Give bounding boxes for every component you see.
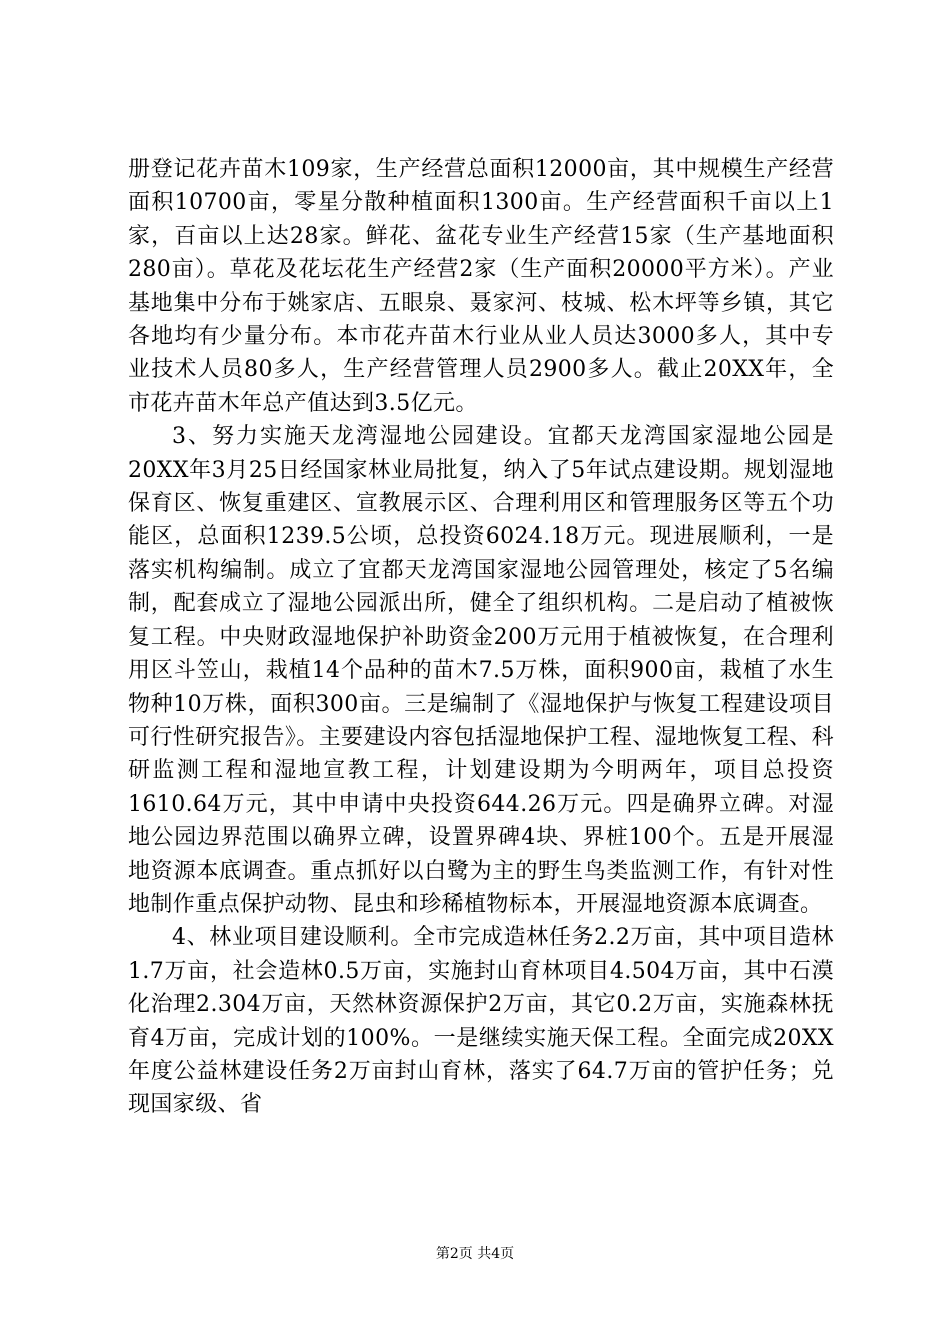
paragraph-wetland-park: 3、努力实施天龙湾湿地公园建设。宜都天龙湾国家湿地公园是20XX年3月25日经国家林业局批复，纳入了5年试点建设期。规划湿地保育区、恢复重建区、宣教展示区、合理利用区和管理服务区等五个功能区，总面积1239.5公顷，总投资6024.18万元。现进展顺利，一是落实机构编制。成立了宜都天龙湾国家湿地公园管理处，核定了5名编制，配套成立了湿地公园派出所，健全了组织机构。二是启动了植被恢复工程。中央财政湿地保护补助资金200万元用于植被恢复，在合理利用区斗笠山，栽植14个品种的苗木7.5万株，面积900亩，栽植了水生物种10万株，面积300亩。三是编制了《湿地保护与恢复工程建设项目可行性研究报告》。主要建设内容包括湿地保护工程、湿地恢复工程、科研监测工程和湿地宣教工程，计划建设期为今明两年，项目总投资1610.64万元，其中申请中央投资644.26万元。四是确界立碑。对湿地公园边界范围以确界立碑，设置界碑4块、界桩100个。五是开展湿地资源本底调查。重点抓好以白鹭为主的野生鸟类监测工作，有针对性地制作重点保护动物、昆虫和珍稀植物标本，开展湿地资源本底调查。 bbox=[128, 424, 834, 917]
paragraph-flower-nursery-stats: 册登记花卉苗木109家，生产经营总面积12000亩，其中规模生产经营面积10700亩，零星分散种植面积1300亩。生产经营面积千亩以上1家，百亩以上达28家。鲜花、盆花专业生产经营15家（生产基地面积280亩）。草花及花坛花生产经营2家（生产面积20000平方米）。产业基地集中分布于姚家店、五眼泉、聂家河、枝城、松木坪等乡镇，其它各地均有少量分布。本市花卉苗木行业从业人员达3000多人，其中专业技术人员80多人，生产经营管理人员2900多人。截止20XX年，全市花卉苗木年总产值达到3.5亿元。 bbox=[128, 157, 834, 416]
document-body bbox=[128, 153, 834, 1122]
paragraph-forestry-projects: 4、林业项目建设顺利。全市完成造林任务2.2万亩，其中项目造林1.7万亩，社会造林0.5万亩，实施封山育林项目4.504万亩，其中石漠化治理2.304万亩，天然林资源保护2万亩，其它0.2万亩，实施森林抚育4万亩，完成计划的100%。一是继续实施天保工程。全面完成20XX年度公益林建设任务2万亩封山育林，落实了64.7万亩的管护任务；兑现国家级、省 bbox=[128, 925, 834, 1118]
page-number: 第2页 共4页 bbox=[435, 1246, 515, 1262]
page-footer bbox=[0, 1244, 950, 1264]
